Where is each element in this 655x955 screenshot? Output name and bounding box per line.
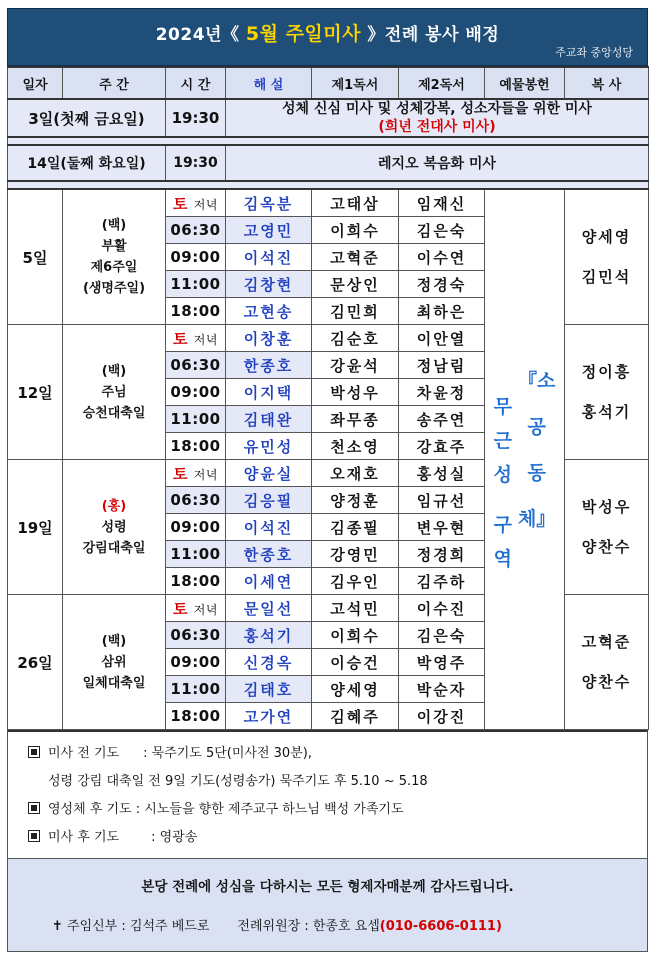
reader2: 이수연 <box>399 244 485 271</box>
mass-time <box>166 325 226 352</box>
reader1: 고혁준 <box>312 244 399 271</box>
saturday-mark: 토 <box>173 329 189 348</box>
reader2: 정경희 <box>399 541 485 568</box>
narrator: 김응필 <box>226 487 312 514</box>
narrator: 홍석기 <box>226 622 312 649</box>
bullet-square-icon <box>28 830 40 842</box>
offering-char: 무 <box>493 395 512 418</box>
special-description: 레지오 복음화 미사 <box>226 145 649 181</box>
note-label: 미사 후 기도 <box>48 830 120 845</box>
col-offering: 예물봉헌 <box>485 67 565 99</box>
footer <box>7 859 648 952</box>
reader2: 김은숙 <box>399 622 485 649</box>
signatures <box>52 915 502 934</box>
reader1: 이희수 <box>312 217 399 244</box>
reader2: 최하은 <box>399 298 485 325</box>
narrator: 고현송 <box>226 298 312 325</box>
mass-time: 06:30 <box>166 487 226 514</box>
note-label: 영성체 후 기도 <box>48 802 132 817</box>
offering-char: 공 <box>527 415 546 438</box>
pastor-name: ✝ 주임신부 : 김석주 베드로 <box>52 919 210 934</box>
server-name: 고혁준 <box>581 633 632 651</box>
col-reading2: 제2독서 <box>399 67 485 99</box>
title-highlight: 5월 주일미사 <box>245 23 361 45</box>
reader1: 좌무종 <box>312 406 399 433</box>
narrator: 이지택 <box>226 379 312 406</box>
mass-row <box>8 189 649 217</box>
offering-char: 『소 <box>518 369 556 392</box>
bullet-square-icon <box>28 802 40 814</box>
reader2: 강효주 <box>399 433 485 460</box>
narrator: 한종호 <box>226 352 312 379</box>
offering-col-2 <box>494 344 512 576</box>
col-week: 주 간 <box>63 67 166 99</box>
feast-line: (생명주일) <box>82 281 146 296</box>
narrator: 고영민 <box>226 217 312 244</box>
mass-time: 06:30 <box>166 622 226 649</box>
mass-time: 18:00 <box>166 298 226 325</box>
evening-label: 저녁 <box>193 332 218 347</box>
header-banner <box>7 8 648 66</box>
mass-time: 09:00 <box>166 649 226 676</box>
reader1: 김종필 <box>312 514 399 541</box>
narrator: 이석진 <box>226 244 312 271</box>
note-continuation: 성령 강림 대축일 전 9일 기도(성령송가) 묵주기도 후 5.10 ~ 5.18 <box>48 774 428 789</box>
reader2: 홍성실 <box>399 460 485 487</box>
col-date: 일자 <box>8 67 63 99</box>
title-prefix: 2024년《 <box>155 25 246 45</box>
prayer-notes <box>7 730 648 859</box>
week-day: 12일 <box>8 325 63 460</box>
feast-line: 주님 <box>101 384 127 400</box>
offering-char: 체』 <box>518 507 556 530</box>
mass-time: 11:00 <box>166 541 226 568</box>
servers <box>565 325 649 460</box>
special-time: 19:30 <box>166 145 226 181</box>
server-name: 홍석기 <box>581 403 632 421</box>
feast-line: 제6주일 <box>90 260 138 275</box>
mass-time: 09:00 <box>166 514 226 541</box>
feast-line: 부활 <box>101 239 127 254</box>
servers <box>565 595 649 730</box>
evening-label: 저녁 <box>193 602 218 617</box>
mass-time: 06:30 <box>166 217 226 244</box>
reader1: 이승건 <box>312 649 399 676</box>
offering-char: 동 <box>527 461 546 484</box>
liturgical-color: (백) <box>101 633 127 649</box>
feast-line: 강림대축일 <box>82 540 146 556</box>
schedule-page <box>7 8 648 952</box>
week-day: 26일 <box>8 595 63 730</box>
col-server: 복 사 <box>565 67 649 99</box>
mass-time: 18:00 <box>166 703 226 730</box>
reader1: 양세영 <box>312 676 399 703</box>
reader2: 박영주 <box>399 649 485 676</box>
week-feast <box>63 189 166 325</box>
mass-time: 11:00 <box>166 676 226 703</box>
server-name: 양찬수 <box>581 538 632 556</box>
reader2: 이강진 <box>399 703 485 730</box>
offering-char: 성 <box>493 463 512 486</box>
reader1: 김우인 <box>312 568 399 595</box>
evening-label: 저녁 <box>193 197 218 212</box>
mass-time: 18:00 <box>166 568 226 595</box>
liturgical-color: (백) <box>101 218 127 233</box>
mass-time: 09:00 <box>166 379 226 406</box>
parish-name: 주교좌 중앙성당 <box>555 46 633 59</box>
offering-cell <box>485 189 565 730</box>
reader2: 김주하 <box>399 568 485 595</box>
feast-line: 일체대축일 <box>82 675 146 691</box>
narrator: 유민성 <box>226 433 312 460</box>
reader1: 이희수 <box>312 622 399 649</box>
narrator: 김창현 <box>226 271 312 298</box>
special-desc-line: 성체 신심 미사 및 성체강복, 성소자들을 위한 미사 <box>282 101 592 117</box>
reader2: 변우현 <box>399 514 485 541</box>
spacer-row <box>8 181 649 189</box>
note-text: 영광송 <box>159 830 198 845</box>
bullet-square-icon <box>28 746 40 758</box>
reader1: 오재호 <box>312 460 399 487</box>
offering-char: 역 <box>493 547 512 570</box>
col-time: 시 간 <box>166 67 226 99</box>
mass-time: 11:00 <box>166 271 226 298</box>
mass-time: 09:00 <box>166 244 226 271</box>
saturday-mark: 토 <box>173 194 189 213</box>
reader2: 정경숙 <box>399 271 485 298</box>
thanks-message: 본당 전례에 성심을 다하시는 모든 형제자매분께 감사드립니다. <box>141 879 514 895</box>
narrator: 문일선 <box>226 595 312 622</box>
server-name: 정이흥 <box>581 363 632 381</box>
page-title <box>8 19 647 46</box>
reader1: 김민희 <box>312 298 399 325</box>
saturday-mark: 토 <box>173 464 189 483</box>
feast-line: 성령 <box>101 519 127 535</box>
special-time: 19:30 <box>166 99 226 137</box>
narrator: 이석진 <box>226 514 312 541</box>
reader2: 박순자 <box>399 676 485 703</box>
reader2: 임규선 <box>399 487 485 514</box>
reader2: 김은숙 <box>399 217 485 244</box>
mass-time: 11:00 <box>166 406 226 433</box>
reader2: 정남림 <box>399 352 485 379</box>
server-name: 박성우 <box>581 498 632 516</box>
contact-phone: (010-6606-0111) <box>379 919 502 934</box>
reader2: 임재신 <box>399 189 485 217</box>
offering-col-1 <box>518 344 555 576</box>
narrator: 양윤실 <box>226 460 312 487</box>
server-name: 양찬수 <box>581 673 632 691</box>
liturgical-color: (홍) <box>101 498 127 514</box>
evening-label: 저녁 <box>193 467 218 482</box>
week-day: 19일 <box>8 460 63 595</box>
col-reading1: 제1독서 <box>312 67 399 99</box>
narrator: 김태호 <box>226 676 312 703</box>
week-day: 5일 <box>8 189 63 325</box>
reader2: 차윤정 <box>399 379 485 406</box>
reader2: 송주연 <box>399 406 485 433</box>
special-day-row <box>8 99 649 137</box>
column-header-row <box>8 67 649 99</box>
special-date: 3일(첫째 금요일) <box>8 99 166 137</box>
mass-time: 18:00 <box>166 433 226 460</box>
spacer-row <box>8 137 649 145</box>
week-feast <box>63 460 166 595</box>
feast-line: 승천대축일 <box>82 405 146 421</box>
reader1: 고석민 <box>312 595 399 622</box>
reader1: 강윤석 <box>312 352 399 379</box>
saturday-mark: 토 <box>173 599 189 618</box>
narrator: 이세연 <box>226 568 312 595</box>
col-narrator: 해 설 <box>226 67 312 99</box>
mass-time <box>166 460 226 487</box>
note-item: 미사 전 기도 : 묵주기도 5단(미사전 30분), <box>28 740 637 768</box>
liturgy-chair: 전례위원장 : 한종호 요셉 <box>237 919 380 934</box>
narrator: 신경옥 <box>226 649 312 676</box>
reader1: 고태삼 <box>312 189 399 217</box>
week-feast <box>63 595 166 730</box>
narrator: 이창훈 <box>226 325 312 352</box>
schedule-table <box>7 66 649 730</box>
reader1: 문상인 <box>312 271 399 298</box>
reader1: 박성우 <box>312 379 399 406</box>
liturgical-color: (백) <box>101 363 127 379</box>
server-name: 양세영 <box>581 228 632 246</box>
reader1: 강영민 <box>312 541 399 568</box>
servers <box>565 460 649 595</box>
note-item: 영성체 후 기도 : 시노들을 향한 제주교구 하느님 백성 가족기도 <box>28 796 637 824</box>
narrator: 고가연 <box>226 703 312 730</box>
servers <box>565 189 649 325</box>
offering-char: 구 <box>493 513 512 536</box>
special-date: 14일(둘째 화요일) <box>8 145 166 181</box>
special-day-row <box>8 145 649 181</box>
reader2: 이안열 <box>399 325 485 352</box>
feast-line: 삼위 <box>101 654 127 670</box>
narrator: 김옥분 <box>226 189 312 217</box>
note-text: 시노들을 향한 제주교구 하느님 백성 가족기도 <box>144 802 404 817</box>
special-desc-note: (희년 전대사 미사) <box>378 119 496 135</box>
narrator: 김태완 <box>226 406 312 433</box>
week-feast <box>63 325 166 460</box>
mass-time <box>166 189 226 217</box>
mass-time <box>166 595 226 622</box>
offering-char: 근 <box>493 429 512 452</box>
title-suffix: 》전례 봉사 배정 <box>360 25 500 45</box>
note-label: 미사 전 기도 <box>48 746 120 761</box>
special-description <box>226 99 649 137</box>
note-item: 미사 후 기도 : 영광송 <box>28 824 637 852</box>
reader2: 이수진 <box>399 595 485 622</box>
reader1: 김혜주 <box>312 703 399 730</box>
reader1: 김순호 <box>312 325 399 352</box>
server-name: 김민석 <box>581 268 632 286</box>
mass-time: 06:30 <box>166 352 226 379</box>
narrator: 한종호 <box>226 541 312 568</box>
note-text: 묵주기도 5단(미사전 30분), <box>151 746 312 761</box>
reader1: 양정훈 <box>312 487 399 514</box>
reader1: 천소영 <box>312 433 399 460</box>
